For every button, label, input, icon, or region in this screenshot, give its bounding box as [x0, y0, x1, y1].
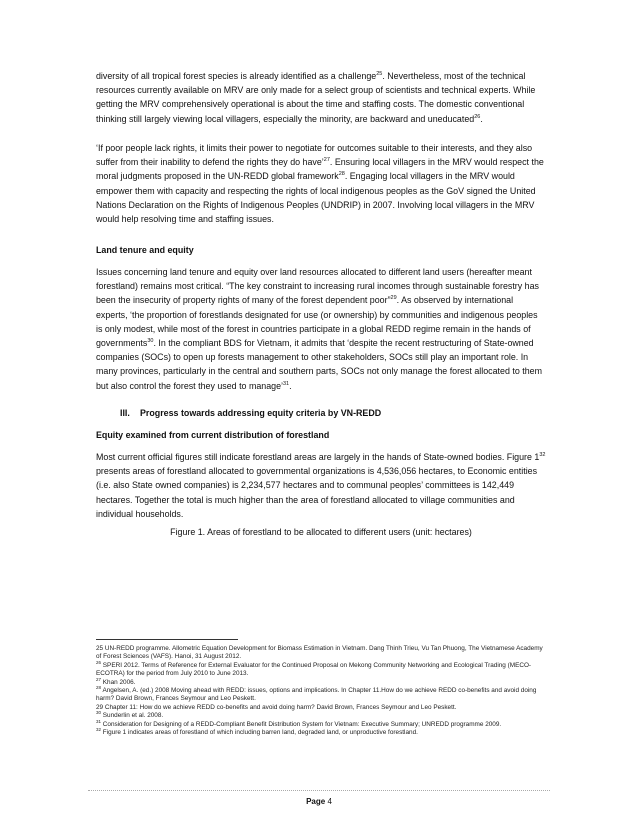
- footnote-text: Angelsen, A. (ed.) 2008 Moving ahead with REDD: issues, options and implications. In Chapter 11.How do we achieve REDD co-benefits and avoid doing harm? David Brown, Frances Seymour and Leo Peskett.: [96, 687, 537, 703]
- text: .: [480, 113, 483, 124]
- footnote-number: 31: [96, 718, 102, 724]
- footnote-31: [96, 718, 548, 729]
- footnote-ref: 26: [474, 113, 481, 120]
- footnote-26: [96, 659, 548, 679]
- footnote-25: 25 UN-REDD programme. Allometric Equation Development for Biomass Estimation in Vietnam. Dang Thinh Trieu, Vu Tan Phuong, The Vietnamese Academy of Forest Sciences (VAFS). Hanoi, 31 August 2012.: [96, 645, 543, 661]
- section-title: Progress towards addressing equity criteria by VN-REDD: [140, 408, 382, 418]
- footnote-ref: 25: [376, 71, 383, 77]
- text: Issues concerning land tenure and equity over land resources allocated to different land users (hereafter meant forestland) remains most critical. “The key constraint to increasing rural incomes through sustainable forestry has been the insecurity of property rights of many of the forest dependent poor”: [96, 267, 539, 306]
- footnotes: [96, 645, 548, 737]
- text: Most current official figures still indicate forestland areas are largely in the hands of State-owned bodies. Figure 1: [96, 452, 540, 462]
- footnote-29: 29 Chapter 11: How do we achieve REDD co-benefits and avoid doing harm? David Brown, Frances Seymour and Leo Peskett.: [96, 703, 457, 711]
- footnote-27: [96, 676, 548, 687]
- page-number: [0, 797, 638, 806]
- paragraph-mrv-challenges: [96, 69, 546, 126]
- page-label: Page: [306, 797, 326, 806]
- section-heading-iii: [96, 406, 570, 420]
- footnote-ref: 28: [338, 171, 345, 178]
- footnote-ref: 31: [282, 380, 290, 387]
- text: .: [289, 380, 292, 391]
- footnote-text: Figure 1 indicates areas of forestland of which including barren land, degraded land, or unproductive forestland.: [101, 729, 418, 737]
- footer-divider: [88, 790, 550, 791]
- text: . Ensuring local villagers in the MRV would respect the moral judgments proposed in the UN-REDD global framework: [96, 157, 544, 182]
- footnote-number: 27: [96, 676, 102, 682]
- footnote-ref: 27: [323, 157, 330, 164]
- footnote-ref: 29: [390, 295, 397, 302]
- footnote-number: 28: [96, 685, 102, 691]
- footnote-number: 30: [96, 710, 102, 716]
- text: . As observed by international experts, ‘the proportion of forestlands designated for use (or ownership) by communities and indigenous peoples is only modest, while most of the forest in countries participate in a global REDD regime remain in the hands of governments: [96, 295, 538, 349]
- footnote-28: [96, 687, 548, 704]
- heading-equity: Equity examined from current distribution of forestland: [96, 430, 330, 440]
- paragraph-rights: [96, 141, 546, 226]
- text: . In the compliant BDS for Vietnam, it admits that ‘despite the recent restructuring of State-owned companies (SOCs) to open up forests management to other stakeholders, SOCs still play an important role. In many provinces, particularly in the central and southern parts, SOCs not only manage the forest allocated to them but also control the forest they used to manage’: [96, 338, 542, 391]
- section-number: III.: [120, 408, 130, 418]
- footnote-text: SPERI 2012. Terms of Reference for External Evaluator for the Continued Proposal on Mekong Community Networking and Ecological Trading (MECO-ECOTRA) for the period from July 2010 to June 2013.: [96, 661, 532, 678]
- footnote-text: Sunderlin et al. 2008.: [101, 712, 164, 720]
- figure-caption: Figure 1. Areas of forestland to be allocated to different users (unit: hectares): [170, 527, 472, 537]
- footnote-separator: [96, 639, 238, 640]
- footnote-number: 26: [96, 659, 102, 665]
- paragraph-forestland-distribution: [96, 450, 546, 521]
- text: ‘If poor people lack rights, it limits their power to negotiate for outcomes suitable to their interests, and they also suffer from their inability to defend the rights they do have’: [96, 143, 533, 168]
- text: presents areas of forestland allocated to governmental organizations is 4,536,056 hectares, to Economic entities (i.e. also State owned companies) is 2,234,577 hectares and to communal peoples’ committees is 142,449 hectares. Together the total is much higher than the area of forestland allocated to village communities and individual households.: [96, 466, 538, 519]
- footnote-ref: 30: [147, 338, 154, 345]
- footnote-text: Khan 2006.: [101, 678, 136, 686]
- footnote-32: [96, 729, 548, 737]
- footnote-number: 32: [96, 727, 102, 733]
- footnote-text: Consideration for Designing of a REDD-Compliant Benefit Distribution System for Vietnam: Executive Summary; UNREDD programme 2009.: [101, 720, 502, 728]
- text: diversity of all tropical forest species is already identified as a challenge: [96, 71, 377, 81]
- page-number-value: 4: [327, 797, 332, 806]
- text: . Engaging local villagers in the MRV would empower them with capacity and respecting the rights of local indigenous peoples as the GoV signed the United Nations Declaration on the Rights of Indigenous Peoples (UNDRIP) in 2007. Involving local villagers in the MRV would help resolving time and staffing issues.: [96, 171, 536, 225]
- heading-land-tenure: Land tenure and equity: [96, 245, 194, 255]
- footnote-ref: 32: [539, 452, 546, 458]
- footnote-30: [96, 712, 548, 720]
- text: . Nevertheless, most of the technical resources currently available on MRV are only made for a select group of scientists and technical experts. While getting the MRV comprehensively operational is about the time and staffing costs. The domestic conventional thinking still largely viewing local villagers, especially the minority, are backward and uneducated: [96, 71, 536, 124]
- paragraph-land-tenure: [96, 265, 546, 393]
